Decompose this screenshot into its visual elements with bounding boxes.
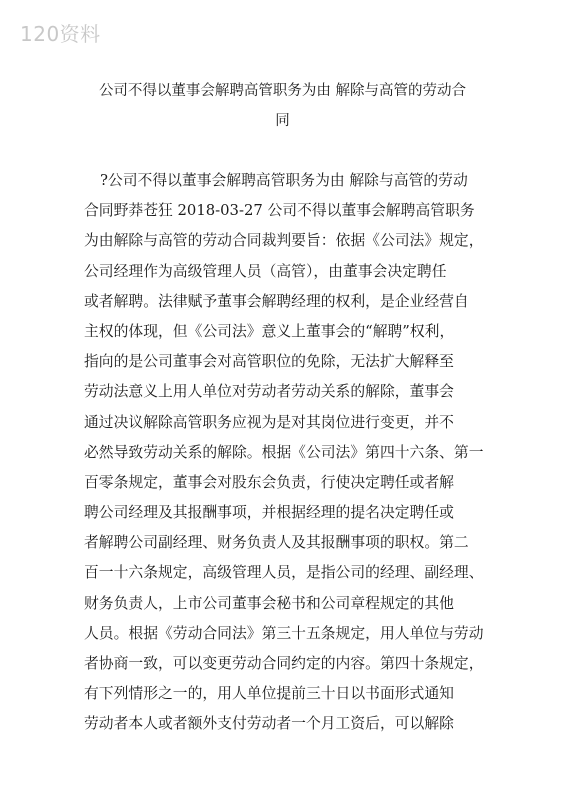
body-line: 百零条规定，董事会对股东会负责，行使决定聘任或者解	[84, 473, 454, 491]
body-line: 劳动者本人或者额外支付劳动者一个月工资后，可以解除	[84, 715, 454, 733]
body-line: 必然导致劳动关系的解除。根据《公司法》第四十六条、第一	[84, 443, 484, 461]
body-line: 公司经理作为高级管理人员（高管），由董事会决定聘任	[84, 262, 447, 280]
body-line: 为由解除与高管的劳动合同裁判要旨：依据《公司法》规定，	[84, 232, 484, 250]
title-line-1: 公司不得以董事会解聘高管职务为由 解除与高管的劳动合	[98, 83, 467, 99]
body-line: 聘公司经理及其报酬事项，并根据经理的提名决定聘任或	[84, 504, 454, 522]
document-body	[84, 166, 504, 740]
body-line: 劳动法意义上用人单位对劳动者劳动关系的解除，董事会	[84, 383, 454, 401]
title-line-2: 同	[275, 113, 290, 129]
body-line: 指向的是公司董事会对高管职位的免除，无法扩大解释至	[84, 353, 454, 371]
body-line: 通过决议解除高管职务应视为是对其岗位进行变更，并不	[84, 413, 454, 431]
document-title	[60, 76, 505, 136]
body-line: 或者解聘。法律赋予董事会解聘经理的权利，是企业经营自	[84, 292, 469, 310]
watermark: 120资料	[20, 22, 101, 46]
body-line: 者解聘公司副经理、财务负责人及其报酬事项的职权。第二	[84, 534, 469, 552]
body-line: 合同野莽苍狂 2018-03-27 公司不得以董事会解聘高管职务	[84, 202, 475, 220]
body-line: 主权的体现，但《公司法》意义上董事会的“解聘”权利，	[84, 322, 455, 340]
body-line: 百一十六条规定，高级管理人员，是指公司的经理、副经理、	[84, 564, 484, 582]
body-line: 人员。根据《劳动合同法》第三十五条规定，用人单位与劳动	[84, 624, 484, 642]
body-line: 者协商一致，可以变更劳动合同约定的内容。第四十条规定，	[84, 655, 484, 672]
body-line: ?公司不得以董事会解聘高管职务为由 解除与高管的劳动	[100, 172, 468, 189]
body-line: 财务负责人，上市公司董事会秘书和公司章程规定的其他	[84, 594, 454, 612]
body-line: 有下列情形之一的，用人单位提前三十日以书面形式通知	[84, 685, 454, 703]
